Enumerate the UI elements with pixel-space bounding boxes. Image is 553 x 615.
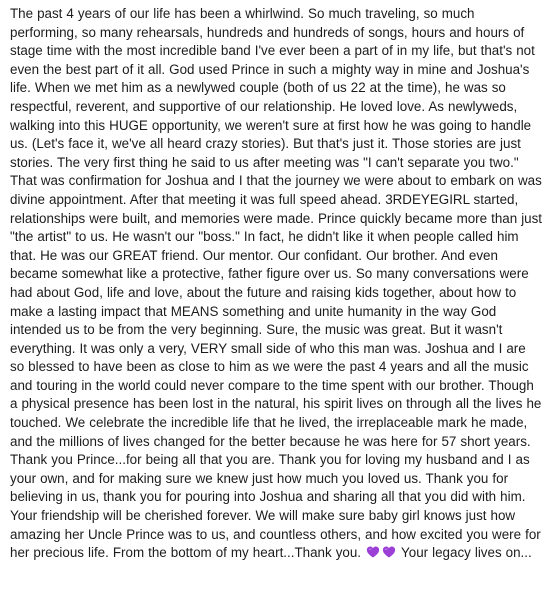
post-text <box>10 5 543 563</box>
purple-heart-icon <box>382 545 396 559</box>
purple-heart-icon <box>366 545 380 559</box>
post-body: The past 4 years of our life has been a whirlwind. So much traveling, so much performing, so many rehearsals, hundreds and hundreds of songs, hours and hours of stage time with the most incredible band I've ever been a part of in my life, but that's not even the best part of it all. God used Prince in such a mighty way in mine and Joshua's life. When we met him as a newlywed couple (both of us 22 at the time), he was so respectful, reverent, and supportive of our relationship. He loved love. As newlyweds, walking into this HUGE opportunity, we weren't sure at first how he was going to handle us. (Let's face it, we've all heard crazy stories). But that's just it. Those stories are just stories. The very first thing he said to us after meeting was "I can't separate you two." That was confirmation for Joshua and I that the journey we were about to embark on was divine appointment. After that meeting it was full speed ahead. 3RDEYEGIRL started, relationships were built, and memories were made. Prince quickly became more than just "the artist" to us. He wasn't our "boss." In fact, he didn't like it when people called him that. He was our GREAT friend. Our mentor. Our confidant. Our brother. And even became somewhat like a protective, father figure over us. So many conversations were had about God, life and love, about the future and raising kids together, about how to make a lasting impact that MEANS something and unite humanity in the way God intended us to be from the very beginning. Sure, the music was great. But it wasn't everything. It was only a very, VERY small side of who this man was. Joshua and I are so blessed to have been as close to him as we were the past 4 years and all the music and touring in the world could never compare to the time spent with our brother. Though a physical presence has been lost in the natural, his spirit lives on through all the lives he touched. We celebrate the incredible life that he lived, the irreplaceable mark he made, and the millions of lives changed for the better because he was here for 57 short years. Thank you Prince...for being all that you are. Thank you for loving my husband and I as your own, and for making sure we knew just how much you loved us. Thank you for believing in us, thank you for pouring into Joshua and sharing all that you did with him. Your friendship will be cherished forever. We will make sure baby girl knows just how amazing her Uncle Prince was to us, and countless others, and how excited you were for her precious life. From the bottom of my heart...Thank you. <box>10 6 543 561</box>
post-closing: Your legacy lives on... <box>401 545 532 561</box>
